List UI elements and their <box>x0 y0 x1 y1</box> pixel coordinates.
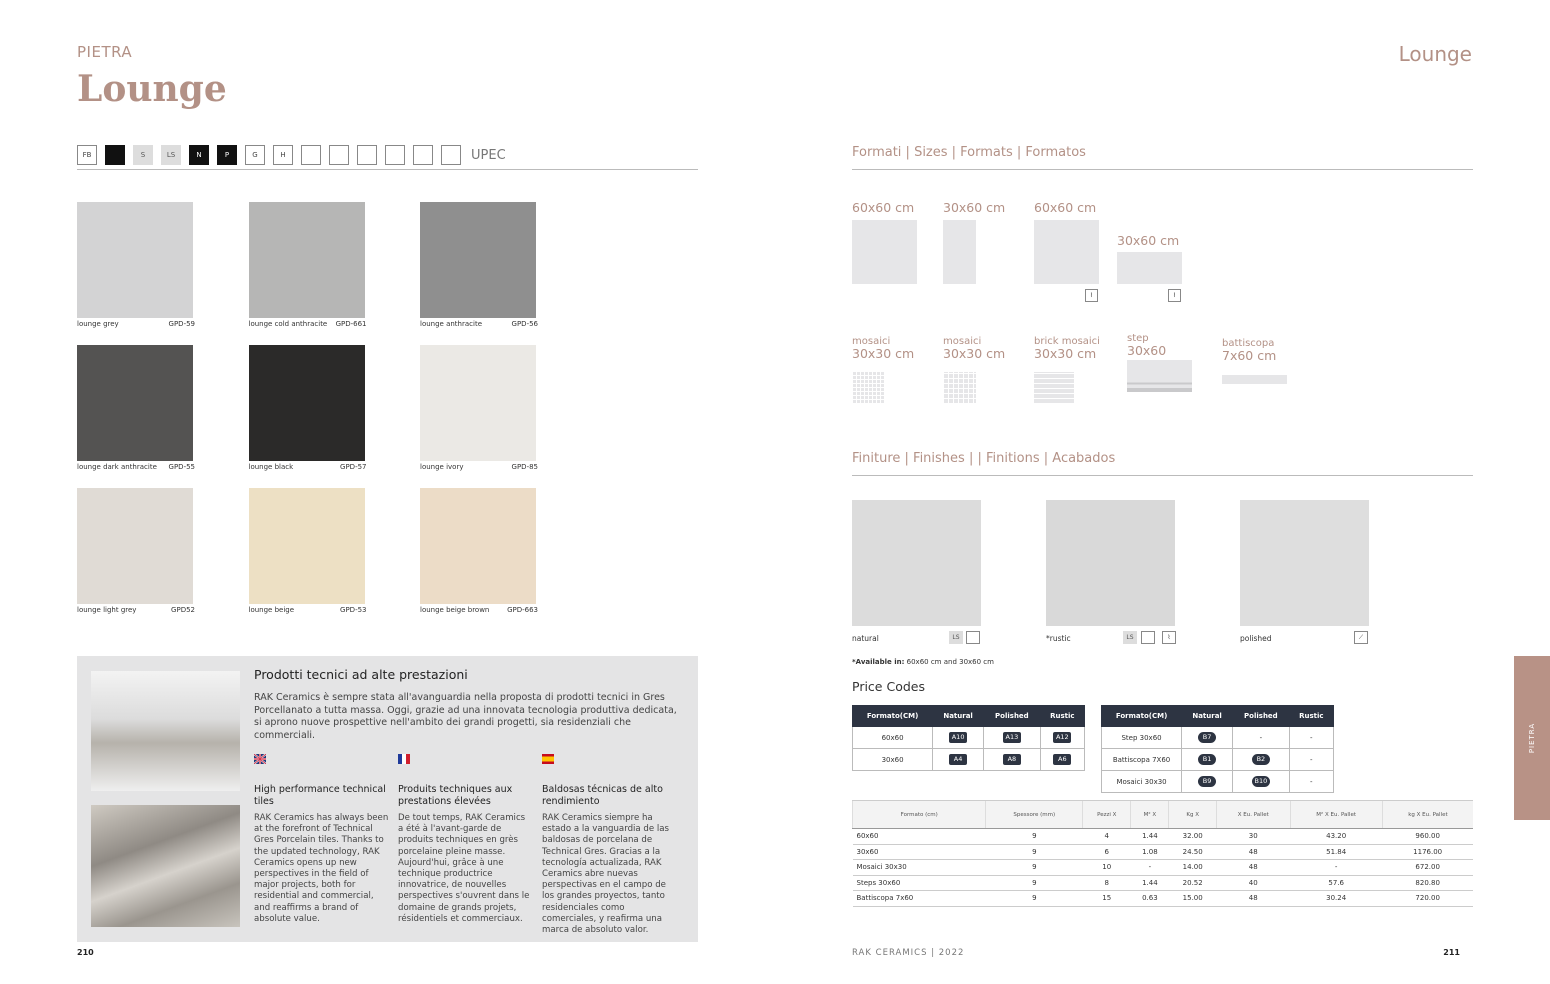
promo-body-es: RAK Ceramics siempre ha estado a la vanguardia de las baldosas de porcelana de Technical Gres. Gracias a la tecnología actualizada, RAK Ceramics abre nuevas perspectivas en el campo de los grandes proyectos, tanto residenciales como comerciales, y reafirma una marca de absoluto valor. <box>542 813 670 936</box>
table-cell: 9 <box>986 860 1083 876</box>
table-cell: 60x60 <box>853 727 933 749</box>
swatch-code: GPD52 <box>171 606 195 614</box>
glossy-icon: ⟋ <box>1354 631 1368 644</box>
piece-size: 30x60 <box>1127 343 1167 358</box>
piece-label <box>1127 333 1166 357</box>
swatch-name: lounge ivory <box>420 463 464 471</box>
ls-icon: LS <box>949 631 963 644</box>
price-code-badge: A6 <box>1053 754 1071 765</box>
table-cell: 0.63 <box>1131 891 1169 907</box>
mosaic-tile <box>852 372 885 404</box>
tile-stack-image-2 <box>91 805 240 927</box>
table-header: Natural <box>933 706 984 727</box>
n-icon: N <box>189 145 209 165</box>
table-cell: Battiscopa 7X60 <box>1102 749 1182 771</box>
table-row <box>853 749 1085 771</box>
table-cell: 20.52 <box>1169 875 1217 891</box>
promo-heading-es: Baldosas técnicas de alto rendimiento <box>542 784 663 807</box>
spec-header: Formato (cm) <box>853 801 986 829</box>
table-cell <box>1182 771 1233 793</box>
table-row <box>1102 727 1334 749</box>
h-icon <box>1141 631 1155 644</box>
h-icon: H <box>273 145 293 165</box>
swatch-label <box>420 320 538 328</box>
table-header: Polished <box>1233 706 1290 727</box>
table-cell <box>1233 771 1290 793</box>
table-cell: 960.00 <box>1382 829 1473 845</box>
finish-natural-swatch <box>852 500 981 626</box>
table-cell: 9 <box>986 875 1083 891</box>
formats-title: Formati | Sizes | Formats | Formatos <box>852 145 1086 160</box>
table-cell: 51.84 <box>1290 844 1382 860</box>
format-label: 30x60 cm <box>1117 233 1180 248</box>
table-cell: 48 <box>1217 891 1291 907</box>
finish-polished-swatch <box>1240 500 1369 626</box>
table-cell: 15 <box>1083 891 1131 907</box>
swatch-code: GPD-57 <box>340 463 367 471</box>
divider <box>852 169 1473 170</box>
table-cell: 60x60 <box>853 829 986 845</box>
table-cell: 1.08 <box>1131 844 1169 860</box>
spec-header: Spessore (mm) <box>986 801 1083 829</box>
table-cell: 57.6 <box>1290 875 1382 891</box>
tile-swatch[interactable] <box>77 202 193 318</box>
divider <box>852 475 1473 476</box>
table-header: Natural <box>1182 706 1233 727</box>
promo-column-en <box>254 754 389 925</box>
tile-swatch[interactable] <box>420 488 536 604</box>
cleaning-icon: ⌇ <box>1168 289 1181 302</box>
uk-flag-icon <box>254 754 266 764</box>
swatch-code: GPD-663 <box>507 606 538 614</box>
format-tile-60x60-rustic <box>1034 220 1099 284</box>
page-number-right: 211 <box>1443 948 1460 957</box>
promo-heading-fr: Produits techniques aux prestations élevées <box>398 784 513 807</box>
swatch-name: lounge black <box>248 463 294 471</box>
table-cell: 9 <box>986 844 1083 860</box>
format-label: 60x60 cm <box>852 200 915 215</box>
table-cell <box>1233 749 1290 771</box>
table-row <box>853 860 1474 876</box>
table-cell: 48 <box>1217 844 1291 860</box>
table-cell: 4 <box>1083 829 1131 845</box>
table-cell: 40 <box>1217 875 1291 891</box>
s-icon: S <box>133 145 153 165</box>
tile-swatch[interactable] <box>77 488 193 604</box>
table-cell: - <box>1289 771 1333 793</box>
price-table-formats <box>852 705 1085 771</box>
table-row <box>1102 771 1334 793</box>
tile-swatch[interactable] <box>249 345 365 461</box>
table-row <box>853 727 1085 749</box>
table-cell: - <box>1289 727 1333 749</box>
page-number-left: 210 <box>77 948 94 957</box>
swatch-name: lounge cold anthracite <box>248 320 328 328</box>
ls-icon: LS <box>1123 631 1137 644</box>
tile-swatch[interactable] <box>77 345 193 461</box>
swatch-name: lounge anthracite <box>420 320 482 328</box>
table-cell: 8 <box>1083 875 1131 891</box>
availability-note-bold: *Available in: <box>852 658 905 666</box>
price-code-badge: B2 <box>1252 754 1270 765</box>
piece-label <box>852 336 914 360</box>
tile-swatch[interactable] <box>420 345 536 461</box>
table-row <box>853 875 1474 891</box>
table-cell: 9 <box>986 829 1083 845</box>
swatch-name: lounge beige <box>248 606 295 614</box>
table-row <box>1102 749 1334 771</box>
table-header: Rustic <box>1289 706 1333 727</box>
cleaning-icon: ⌇ <box>1085 289 1098 302</box>
p-icon: P <box>217 145 237 165</box>
spec-header: X Eu. Pallet <box>1217 801 1291 829</box>
table-cell <box>1182 727 1233 749</box>
price-code-badge: A4 <box>949 754 967 765</box>
table-row <box>853 891 1474 907</box>
bag-icon <box>441 145 461 165</box>
table-cell: - <box>1290 860 1382 876</box>
price-code-badge: B7 <box>1198 732 1216 743</box>
ls-icon: LS <box>161 145 181 165</box>
promo-heading-en: High performance technical tiles <box>254 784 386 807</box>
table-cell: 48 <box>1217 860 1291 876</box>
table-cell <box>1040 727 1084 749</box>
table-cell: 10 <box>1083 860 1131 876</box>
piece-size: 30x30 cm <box>943 346 1006 361</box>
swatch-label <box>249 320 367 328</box>
side-tab-label: PIETRA <box>1528 722 1536 754</box>
swatch-label <box>77 320 195 328</box>
availability-note <box>852 658 994 666</box>
piece-type: battiscopa <box>1222 338 1275 349</box>
upec-label: UPEC <box>471 147 506 163</box>
divider <box>77 169 698 170</box>
table-cell <box>933 749 984 771</box>
finish-label: natural <box>852 634 879 643</box>
promo-text-it: RAK Ceramics è sempre stata all'avanguardia nella proposta di prodotti tecnici in Gres Porcellanato a tutta massa. Oggi, grazie ad una innovata tecnologia produttiva dedicata, si aprono nuove prospettive nell'ambito dei grandi progetti, sia residenziali che commerciali. <box>254 692 677 741</box>
shade-icon <box>301 145 321 165</box>
swatch-label <box>249 463 367 471</box>
piece-size: 30x30 cm <box>852 346 915 361</box>
table-cell: - <box>1131 860 1169 876</box>
skirting-tile <box>1222 375 1287 384</box>
piece-type: mosaici <box>852 336 891 347</box>
finish-rustic-swatch <box>1046 500 1175 626</box>
table-cell: 1.44 <box>1131 875 1169 891</box>
series-label: PIETRA <box>77 43 133 61</box>
feature-icon-row <box>77 145 506 165</box>
table-header: Formato(CM) <box>853 706 933 727</box>
swatch-name: lounge beige brown <box>420 606 490 614</box>
tile-swatch[interactable] <box>249 488 365 604</box>
table-cell: Mosaici 30x30 <box>1102 771 1182 793</box>
promo-title: Prodotti tecnici ad alte prestazioni <box>254 667 468 682</box>
tile-swatch[interactable] <box>420 202 536 318</box>
step-tile <box>1127 360 1192 392</box>
table-cell: Mosaici 30x30 <box>853 860 986 876</box>
spec-header: kg X Eu. Pallet <box>1382 801 1473 829</box>
swatch-code: GPD-85 <box>511 463 538 471</box>
price-code-badge: A13 <box>1003 732 1021 743</box>
promo-column-fr <box>398 754 533 925</box>
cleaning-icon <box>413 145 433 165</box>
finish-label: polished <box>1240 634 1272 643</box>
swatch-label <box>77 463 195 471</box>
piece-type: mosaici <box>943 336 982 347</box>
promo-column-es <box>542 754 677 936</box>
table-cell: 14.00 <box>1169 860 1217 876</box>
price-code-badge: A10 <box>949 732 967 743</box>
price-code-badge: B10 <box>1252 776 1270 787</box>
swatch-label <box>77 606 195 614</box>
table-cell: 672.00 <box>1382 860 1473 876</box>
table-cell: 30 <box>1217 829 1291 845</box>
format-tile-30x60-rustic <box>1117 252 1182 284</box>
table-cell: 30x60 <box>853 749 933 771</box>
table-cell: 15.00 <box>1169 891 1217 907</box>
brick-mosaic-tile <box>1034 372 1074 404</box>
finish-label: *rustic <box>1046 634 1071 643</box>
swatch-code: GPD-56 <box>511 320 538 328</box>
table-cell: 9 <box>986 891 1083 907</box>
table-header: Rustic <box>1040 706 1084 727</box>
price-table-pieces <box>1101 705 1334 793</box>
page-title: Lounge <box>77 68 227 110</box>
table-cell: 30x60 <box>853 844 986 860</box>
swatch-name: lounge light grey <box>77 606 137 614</box>
tile-swatch[interactable] <box>249 202 365 318</box>
piece-label <box>1222 338 1276 362</box>
table-header: Polished <box>984 706 1041 727</box>
page-title-right: Lounge <box>1398 42 1472 66</box>
table-header: Formato(CM) <box>1102 706 1182 727</box>
table-cell: 24.50 <box>1169 844 1217 860</box>
table-cell: - <box>1289 749 1333 771</box>
fb-icon: FB <box>77 145 97 165</box>
swatch-name: lounge grey <box>77 320 119 328</box>
table-cell <box>1182 749 1233 771</box>
format-tile-60x60 <box>852 220 917 284</box>
spec-header: Kg X <box>1169 801 1217 829</box>
h-icon <box>966 631 980 644</box>
swatch-code: GPD-55 <box>168 463 195 471</box>
format-label: 60x60 cm <box>1034 200 1097 215</box>
table-cell: 43.20 <box>1290 829 1382 845</box>
format-tile-30x60 <box>943 220 976 284</box>
spec-table <box>852 800 1473 907</box>
table-cell: 6 <box>1083 844 1131 860</box>
piece-label <box>1034 336 1100 360</box>
side-tab <box>1514 656 1550 820</box>
table-cell <box>984 727 1041 749</box>
table-cell <box>933 727 984 749</box>
spec-header: M² X Eu. Pallet <box>1290 801 1382 829</box>
footprints-icon <box>357 145 377 165</box>
price-code-badge: A12 <box>1053 732 1071 743</box>
cleaning-icon: ⌇ <box>1162 631 1176 644</box>
swatch-label <box>420 606 538 614</box>
spec-header: M² X <box>1131 801 1169 829</box>
table-row <box>853 844 1474 860</box>
format-label: 30x60 cm <box>943 200 1006 215</box>
piece-type: brick mosaici <box>1034 336 1100 347</box>
availability-note-text: 60x60 cm and 30x60 cm <box>904 658 994 666</box>
table-cell: 32.00 <box>1169 829 1217 845</box>
promo-body-en: RAK Ceramics has always been at the forefront of Technical Gres Porcelain tiles. Thanks to the updated technology, RAK Ceramics opens up new perspectives in the field of major projects, both for residential and commercial, and reaffirms a brand of absolute value. <box>254 813 389 924</box>
table-cell: Battiscopa 7x60 <box>853 891 986 907</box>
table-cell: 1.44 <box>1131 829 1169 845</box>
price-code-badge: A8 <box>1003 754 1021 765</box>
hand-icon <box>329 145 349 165</box>
es-flag-icon <box>542 754 554 764</box>
swatch-code: GPD-661 <box>335 320 367 328</box>
tile-stack-image <box>91 671 240 791</box>
piece-label <box>943 336 1005 360</box>
price-code-badge: B9 <box>1198 776 1216 787</box>
swatch-name: lounge dark anthracite <box>77 463 157 471</box>
table-cell: 720.00 <box>1382 891 1473 907</box>
glossy-icon: G <box>245 145 265 165</box>
footer-brand: RAK CERAMICS | 2022 <box>852 948 965 958</box>
table-cell <box>1040 749 1084 771</box>
table-cell: Steps 30x60 <box>853 875 986 891</box>
spec-header: Pezzi X <box>1083 801 1131 829</box>
table-cell: - <box>1233 727 1290 749</box>
table-cell: 1176.00 <box>1382 844 1473 860</box>
table-cell: 30.24 <box>1290 891 1382 907</box>
home-icon <box>385 145 405 165</box>
table-cell <box>984 749 1041 771</box>
swatch-label <box>420 463 538 471</box>
promo-body-fr: De tout temps, RAK Ceramics a été à l'avant-garde de produits techniques en grès porcelaine pleine masse. Aujourd'hui, grâce à une technique productrice innovatrice, de nouvelles perspectives s'ouvrent dans le domaine de grands projets, résidentiels et commerciaux. <box>398 813 530 924</box>
table-cell: 820.80 <box>1382 875 1473 891</box>
piece-size: 30x30 cm <box>1034 346 1097 361</box>
finishes-title: Finiture | Finishes | | Finitions | Acabados <box>852 451 1116 466</box>
price-code-badge: B1 <box>1198 754 1216 765</box>
fr-flag-icon <box>398 754 410 764</box>
rectified-icon <box>105 145 125 165</box>
mosaic-tile <box>943 372 976 404</box>
swatch-code: GPD-59 <box>168 320 195 328</box>
swatch-code: GPD-53 <box>340 606 367 614</box>
price-codes-title: Price Codes <box>852 679 925 694</box>
piece-size: 7x60 cm <box>1222 348 1277 363</box>
piece-type: step <box>1127 333 1149 344</box>
table-row <box>853 829 1474 845</box>
table-cell: Step 30x60 <box>1102 727 1182 749</box>
swatch-label <box>249 606 367 614</box>
